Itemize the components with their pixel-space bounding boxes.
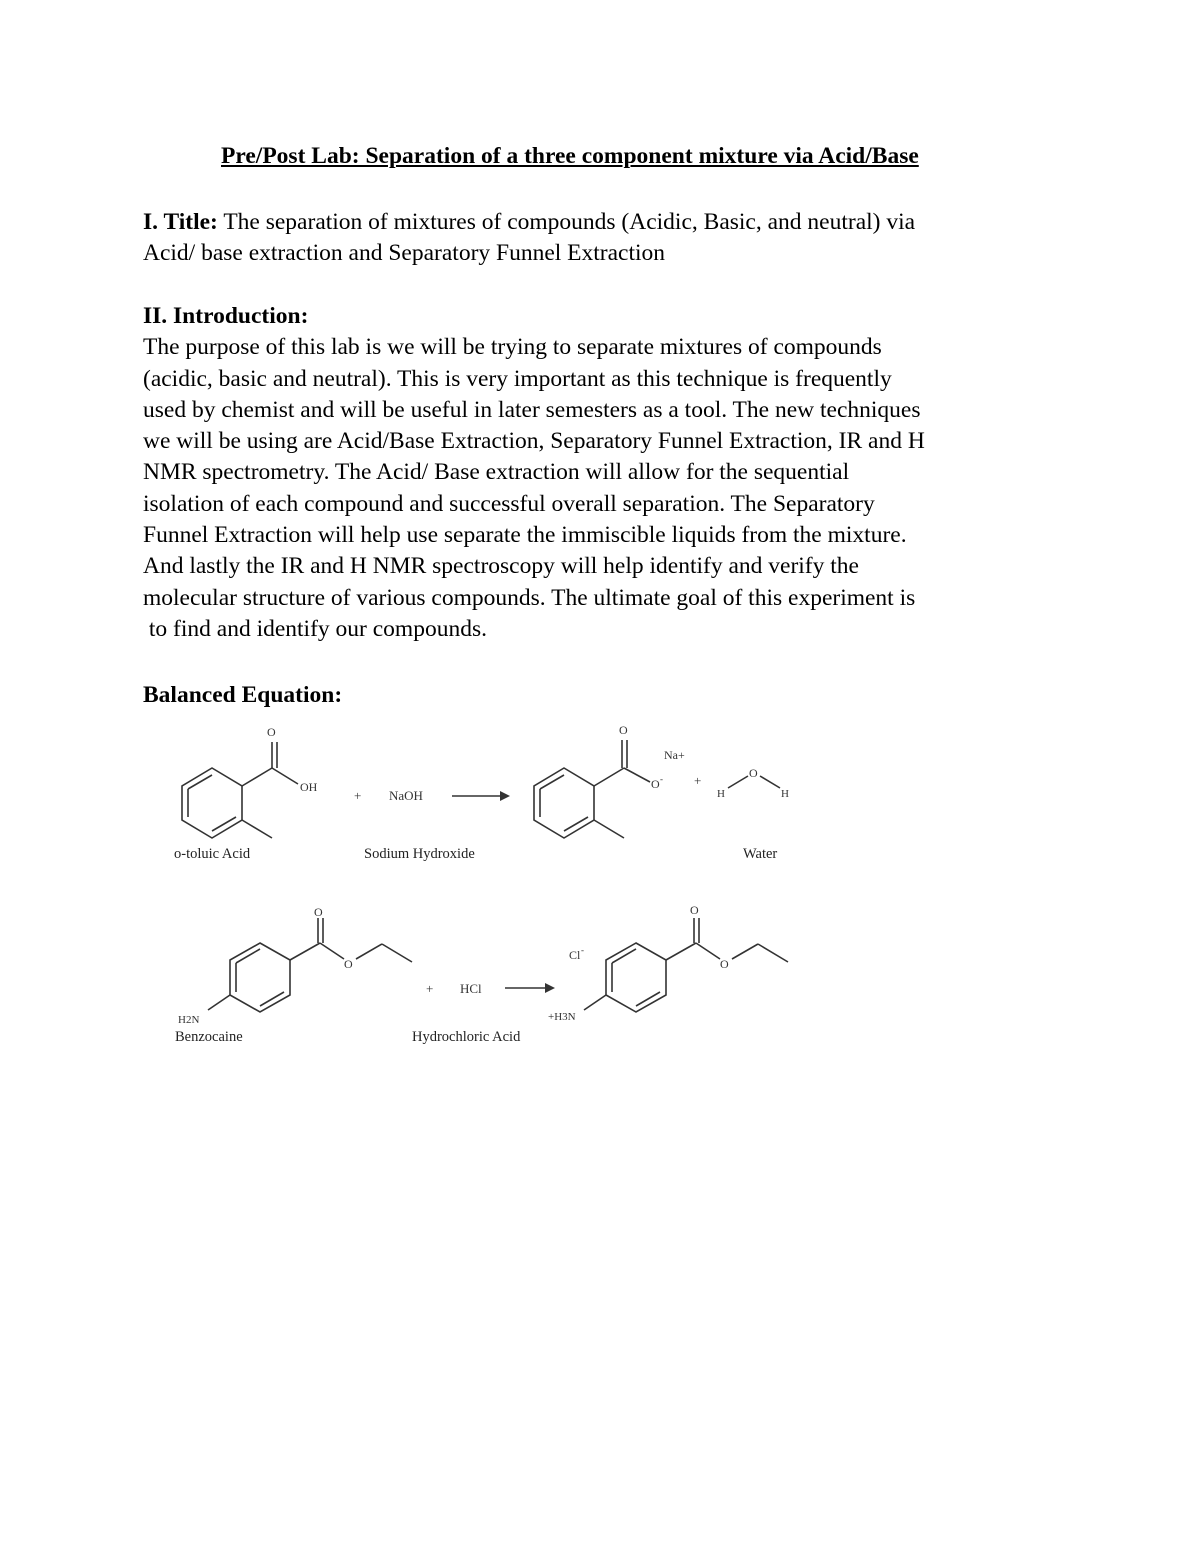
arrow-head (500, 791, 510, 801)
bond (594, 768, 624, 786)
double-bond (564, 817, 588, 831)
water-oxygen-label: O (749, 766, 758, 780)
benzene-ring (230, 943, 290, 1012)
bond (272, 768, 298, 784)
introduction-heading: II. Introduction: (143, 303, 309, 329)
bond (760, 776, 780, 788)
introduction-line: to find and identify our compounds. (143, 615, 487, 642)
ester-oxygen-label: O (720, 957, 729, 971)
introduction-line: And lastly the IR and H NMR spectroscopy will help identify and verify the (143, 553, 859, 580)
water-hydrogen-label: H (781, 788, 789, 800)
carbonyl-oxygen-label: O (267, 725, 276, 739)
introduction-line: isolation of each compound and successful overall separation. The Separatory (143, 490, 875, 517)
o-toluic-acid-caption: o-toluic Acid (174, 846, 251, 862)
benzene-ring (182, 768, 242, 838)
plus-sign: + (694, 773, 702, 788)
water-hydrogen-label: H (717, 788, 725, 800)
hcl-formula: HCl (460, 981, 482, 996)
reaction-2-diagram (160, 900, 820, 1050)
double-bond (612, 949, 636, 963)
oxide-label: O (651, 777, 660, 791)
bond (242, 768, 272, 786)
title-label: I. Title: (143, 209, 218, 235)
carbonyl-oxygen-label: O (314, 905, 323, 919)
introduction-section (143, 301, 1083, 645)
double-bond (212, 817, 236, 831)
title-text-line-1: The separation of mixtures of compounds (Acidic, Basic, and neutral) via (217, 209, 916, 235)
balanced-equation-heading: Balanced Equation: (143, 682, 343, 708)
bond (666, 943, 696, 960)
benzene-ring (606, 943, 666, 1012)
introduction-line: Funnel Extraction will help use separate the immiscible liquids from the mixture. (143, 522, 907, 549)
document-title: Pre/Post Lab: Separation of a three component mixture via Acid/Base (221, 143, 919, 169)
carbonyl-oxygen-label: O (690, 903, 699, 917)
ethyl-bond (356, 944, 382, 959)
amine-label: H2N (178, 1014, 200, 1026)
ethyl-bond (758, 944, 788, 962)
title-section (143, 207, 1083, 270)
arrow-head (545, 983, 555, 993)
double-bond (540, 775, 564, 789)
balanced-equation-section (143, 680, 1083, 711)
benzene-ring (534, 768, 594, 838)
plus-sign: + (354, 788, 362, 803)
bond (320, 943, 344, 959)
oxide-charge: - (660, 774, 663, 784)
ammonium-label: +H3N (548, 1011, 576, 1023)
naoh-formula: NaOH (389, 788, 423, 803)
methyl-bond (594, 820, 624, 838)
bond (696, 943, 720, 959)
ethyl-bond (382, 944, 412, 962)
amine-bond (584, 995, 606, 1010)
methyl-bond (242, 820, 272, 838)
title-text-line-2: Acid/ base extraction and Separatory Funnel Extraction (143, 240, 666, 267)
introduction-line: The purpose of this lab is we will be trying to separate mixtures of compounds (143, 334, 882, 361)
benzocaine-caption: Benzocaine (175, 1029, 243, 1045)
carbonyl-oxygen-label: O (619, 723, 628, 737)
chloride-ion-label: Cl (569, 948, 581, 962)
bond (624, 768, 650, 782)
reaction-1-diagram (160, 718, 820, 868)
sodium-counter-ion: Na+ (664, 748, 685, 762)
double-bond (188, 775, 212, 789)
chloride-charge: - (581, 945, 584, 955)
introduction-line: we will be using are Acid/Base Extraction, Separatory Funnel Extraction, IR and H (143, 428, 925, 455)
hydroxyl-label: OH (300, 780, 318, 794)
double-bond (636, 992, 660, 1006)
ester-oxygen-label: O (344, 957, 353, 971)
hydrochloric-acid-caption: Hydrochloric Acid (412, 1029, 521, 1045)
introduction-line: molecular structure of various compounds. The ultimate goal of this experiment is (143, 584, 916, 611)
introduction-line: NMR spectrometry. The Acid/ Base extraction will allow for the sequential (143, 459, 850, 486)
introduction-line: used by chemist and will be useful in later semesters as a tool. The new techniques (143, 396, 921, 423)
introduction-line: (acidic, basic and neutral). This is very important as this technique is frequently (143, 365, 892, 392)
double-bond (260, 992, 284, 1006)
sodium-hydroxide-caption: Sodium Hydroxide (364, 846, 475, 862)
double-bond (236, 949, 260, 963)
water-caption: Water (743, 846, 778, 862)
amine-bond (208, 995, 230, 1010)
ethyl-bond (732, 944, 758, 959)
bond (290, 943, 320, 960)
plus-sign: + (426, 981, 434, 996)
bond (728, 776, 748, 788)
